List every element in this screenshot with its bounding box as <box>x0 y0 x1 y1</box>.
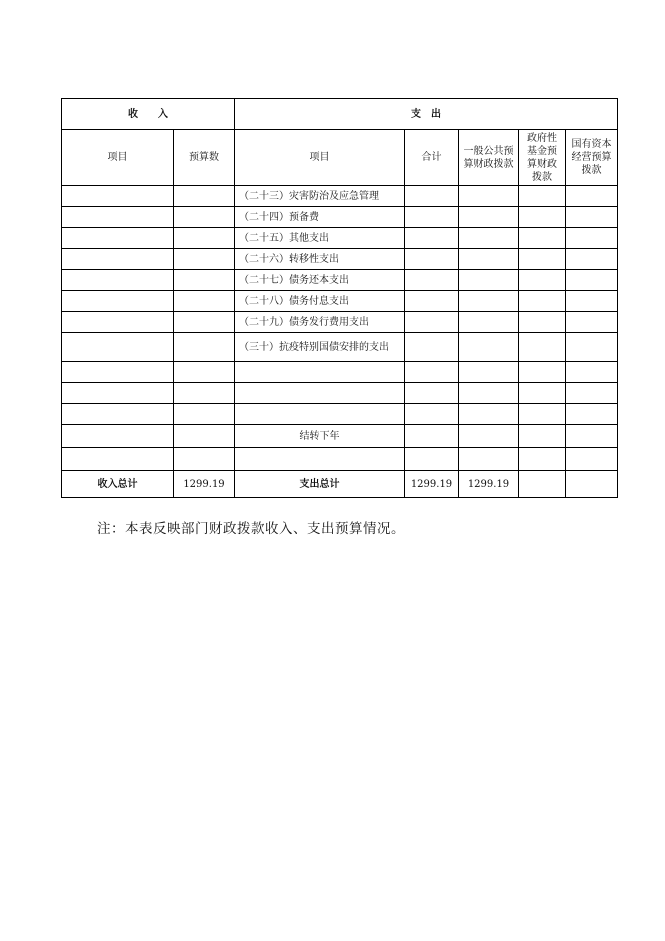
income-total-value: 1299.19 <box>174 471 235 498</box>
cell-income-budget <box>174 312 235 333</box>
cell-income-item <box>62 362 174 383</box>
cell-total <box>405 383 459 404</box>
expense-fund-value <box>519 471 566 498</box>
table-row <box>62 383 618 404</box>
cell-total <box>405 448 459 471</box>
cell-income-budget <box>174 291 235 312</box>
cell-general <box>459 186 519 207</box>
cell-exp-item: （三十）抗疫特别国债安排的支出 <box>235 333 405 362</box>
cell-total <box>405 425 459 448</box>
cell-income-budget <box>174 333 235 362</box>
cell-state-capital <box>566 383 618 404</box>
cell-exp-item: （二十八）债务付息支出 <box>235 291 405 312</box>
cell-exp-item: （二十六）转移性支出 <box>235 249 405 270</box>
cell-total <box>405 404 459 425</box>
cell-total <box>405 186 459 207</box>
cell-state-capital <box>566 333 618 362</box>
cell-exp-item: （二十三）灾害防治及应急管理 <box>235 186 405 207</box>
cell-fund <box>519 186 566 207</box>
expense-total-label: 支出总计 <box>235 471 405 498</box>
cell-general <box>459 333 519 362</box>
table-row <box>62 448 618 471</box>
cell-total <box>405 291 459 312</box>
cell-state-capital <box>566 404 618 425</box>
cell-income-item <box>62 425 174 448</box>
cell-exp-item: （二十五）其他支出 <box>235 228 405 249</box>
cell-income-budget <box>174 383 235 404</box>
cell-income-item <box>62 448 174 471</box>
cell-fund <box>519 312 566 333</box>
cell-general <box>459 404 519 425</box>
cell-general <box>459 362 519 383</box>
cell-income-budget <box>174 249 235 270</box>
cell-state-capital <box>566 312 618 333</box>
cell-general <box>459 228 519 249</box>
section-header-row <box>62 99 618 130</box>
cell-exp-item: 结转下年 <box>235 425 405 448</box>
cell-state-capital <box>566 228 618 249</box>
cell-exp-item <box>235 383 405 404</box>
income-total-label: 收入总计 <box>62 471 174 498</box>
cell-fund <box>519 448 566 471</box>
cell-fund <box>519 404 566 425</box>
table-row <box>62 291 618 312</box>
cell-income-budget <box>174 425 235 448</box>
cell-total <box>405 228 459 249</box>
cell-general <box>459 291 519 312</box>
cell-fund <box>519 228 566 249</box>
cell-general <box>459 270 519 291</box>
cell-income-budget <box>174 228 235 249</box>
col-general: 一般公共预算财政拨款 <box>459 130 519 186</box>
cell-general <box>459 249 519 270</box>
cell-general <box>459 312 519 333</box>
cell-state-capital <box>566 207 618 228</box>
cell-exp-item <box>235 362 405 383</box>
cell-state-capital <box>566 291 618 312</box>
cell-income-budget <box>174 362 235 383</box>
cell-state-capital <box>566 362 618 383</box>
cell-income-item <box>62 333 174 362</box>
col-budget: 预算数 <box>174 130 235 186</box>
cell-state-capital <box>566 186 618 207</box>
cell-exp-item: （二十七）债务还本支出 <box>235 270 405 291</box>
cell-total <box>405 270 459 291</box>
cell-total <box>405 249 459 270</box>
expense-general-value: 1299.19 <box>459 471 519 498</box>
cell-income-item <box>62 404 174 425</box>
cell-state-capital <box>566 448 618 471</box>
table-row <box>62 333 618 362</box>
cell-total <box>405 312 459 333</box>
cell-total <box>405 333 459 362</box>
cell-fund <box>519 207 566 228</box>
col-item: 项目 <box>62 130 174 186</box>
col-exp-item: 项目 <box>235 130 405 186</box>
cell-income-budget <box>174 270 235 291</box>
table-note: 注：本表反映部门财政拨款收入、支出预算情况。 <box>97 521 405 537</box>
table-row <box>62 186 618 207</box>
cell-fund <box>519 383 566 404</box>
cell-income-budget <box>174 207 235 228</box>
cell-fund <box>519 362 566 383</box>
cell-fund <box>519 291 566 312</box>
budget-table <box>61 98 618 498</box>
cell-fund <box>519 333 566 362</box>
table-row <box>62 362 618 383</box>
cell-total <box>405 362 459 383</box>
table-row <box>62 270 618 291</box>
cell-general <box>459 383 519 404</box>
cell-income-item <box>62 312 174 333</box>
cell-income-item <box>62 228 174 249</box>
col-state-capital: 国有资本经营预算拨款 <box>566 130 618 186</box>
income-header: 收 入 <box>62 99 235 130</box>
cell-income-budget <box>174 404 235 425</box>
cell-fund <box>519 249 566 270</box>
cell-general <box>459 425 519 448</box>
cell-income-item <box>62 270 174 291</box>
cell-state-capital <box>566 425 618 448</box>
cell-exp-item <box>235 404 405 425</box>
cell-fund <box>519 270 566 291</box>
cell-total <box>405 207 459 228</box>
cell-income-budget <box>174 448 235 471</box>
cell-income-item <box>62 207 174 228</box>
cell-income-budget <box>174 186 235 207</box>
table-row <box>62 249 618 270</box>
table-row <box>62 207 618 228</box>
expense-header: 支 出 <box>235 99 618 130</box>
cell-fund <box>519 425 566 448</box>
table-row <box>62 228 618 249</box>
table-row <box>62 404 618 425</box>
expense-state-capital-value <box>566 471 618 498</box>
cell-state-capital <box>566 249 618 270</box>
table-row <box>62 312 618 333</box>
column-header-row <box>62 130 618 186</box>
cell-income-item <box>62 291 174 312</box>
cell-income-item <box>62 186 174 207</box>
cell-exp-item: （二十九）债务发行费用支出 <box>235 312 405 333</box>
cell-exp-item: （二十四）预备费 <box>235 207 405 228</box>
cell-income-item <box>62 249 174 270</box>
cell-general <box>459 448 519 471</box>
totals-row <box>62 471 618 498</box>
cell-income-item <box>62 383 174 404</box>
cell-general <box>459 207 519 228</box>
cell-exp-item <box>235 448 405 471</box>
table-row <box>62 425 618 448</box>
col-fund: 政府性基金预算财政拨款 <box>519 130 566 186</box>
expense-total-value: 1299.19 <box>405 471 459 498</box>
cell-state-capital <box>566 270 618 291</box>
col-total: 合计 <box>405 130 459 186</box>
